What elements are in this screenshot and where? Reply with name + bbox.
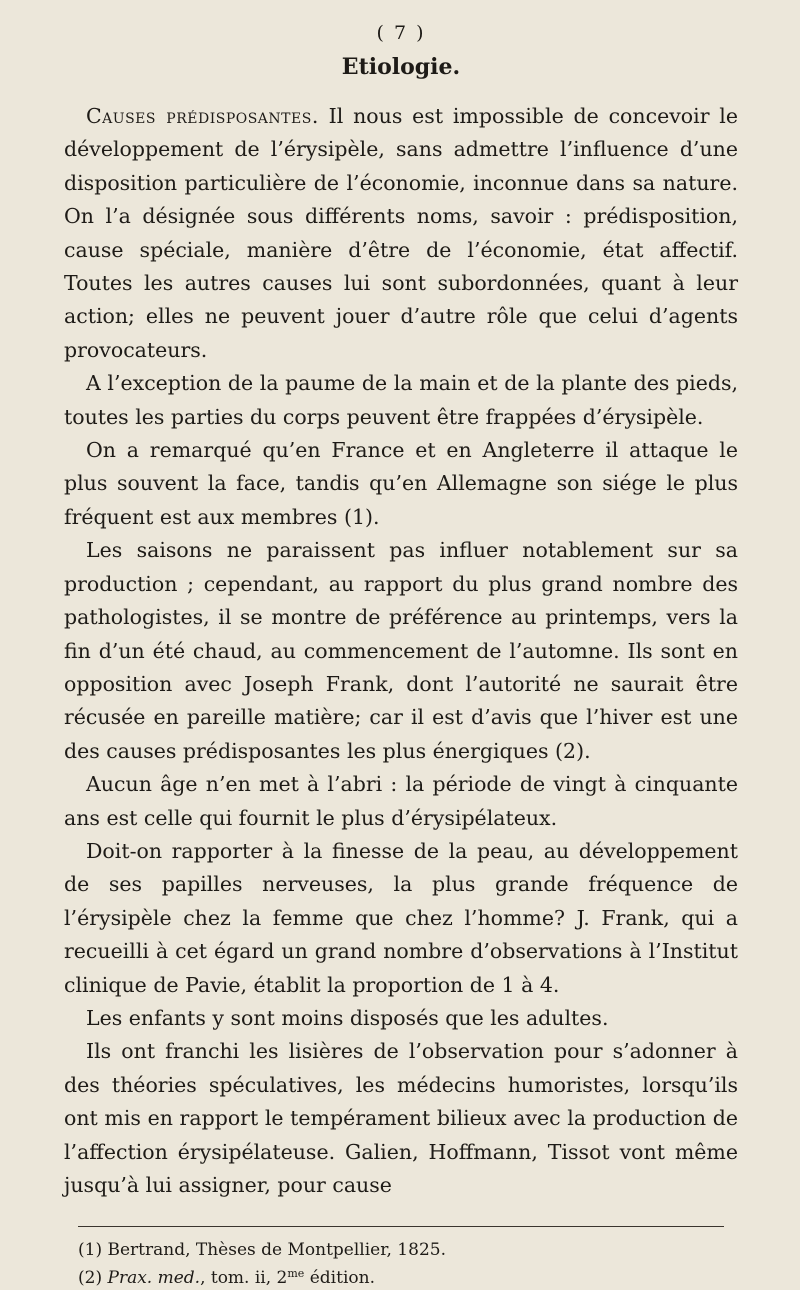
- paragraph-5: Aucun âge n’en met à l’abri : la période de vingt à cinquante ans est celle qui fournit le plus d’érysipélateux.: [64, 772, 738, 830]
- footnote-2-text-b: édition.: [304, 1268, 375, 1289]
- paragraph-8: Ils ont franchi les lisières de l’observation pour s’adonner à des théories spéculatives, les médecins humoristes, lorsqu’ils ont mis en rapport le tempérament bilieux avec la production de l’affection érysipélateuse. Galien, Hoffmann, Tissot vont même jusqu’à lui assigner, pour cause: [64, 1039, 738, 1197]
- paragraph-2: A l’exception de la paume de la main et de la plante des pieds, toutes les parties du corps peuvent être frappées d’érysipèle.: [64, 371, 738, 429]
- footnote-divider: [78, 1226, 724, 1227]
- section-heading: Etiologie.: [341, 54, 461, 80]
- page-number: ( 7 ): [376, 22, 426, 44]
- paragraph-3: On a remarqué qu’en France et en Angleterre il attaque le plus souvent la face, tandis qu’en Allemagne son siége le plus fréquent est aux membres (1).: [64, 438, 738, 529]
- footnote-2-text-a: , tom. ii, 2: [200, 1268, 288, 1289]
- paragraph-7: Les enfants y sont moins disposés que les adultes.: [86, 1005, 609, 1030]
- footnote-2-sup: me: [287, 1267, 305, 1281]
- footnote-2-number: (2): [78, 1268, 103, 1289]
- footnote-1: (1) Bertrand, Thèses de Montpellier, 1825.: [78, 1240, 446, 1261]
- lead-in: Causes prédisposantes.: [86, 104, 319, 128]
- footnote-2: [78, 1262, 738, 1290]
- footnote-2-title: Prax. med.: [107, 1268, 201, 1289]
- paragraph-4: Les saisons ne paraissent pas influer notablement sur sa production ; cependant, au rapport du plus grand nombre des pathologistes, il se montre de préférence au printemps, vers la fin d’un été chaud, au commencement de l’automne. Ils sont en opposition avec Joseph Frank, dont l’autorité ne saurait être récusée en pareille matière; car il est d’avis que l’hiver est une des causes prédisposantes les plus énergiques (2).: [64, 538, 738, 763]
- paragraph-1: [64, 100, 738, 367]
- paragraph-1-text: Il nous est impossible de concevoir le développement de l’érysipèle, sans admettre l’influence d’une disposition particulière de l’économie, inconnue dans sa nature. On l’a désignée sous différents noms, savoir : prédisposition, cause spéciale, manière d’être de l’économie, état affectif. Toutes les autres causes lui sont subordonnées, quant à leur action; elles ne peuvent jouer d’autre rôle que celui d’agents provocateurs.: [64, 104, 738, 362]
- paragraph-6: Doit-on rapporter à la finesse de la peau, au développement de ses papilles nerveuses, la plus grande fréquence de l’érysipèle chez la femme que chez l’homme? J. Frank, qui a recueilli à cet égard un grand nombre d’observations à l’Institut clinique de Pavie, établit la proportion de 1 à 4.: [64, 838, 738, 997]
